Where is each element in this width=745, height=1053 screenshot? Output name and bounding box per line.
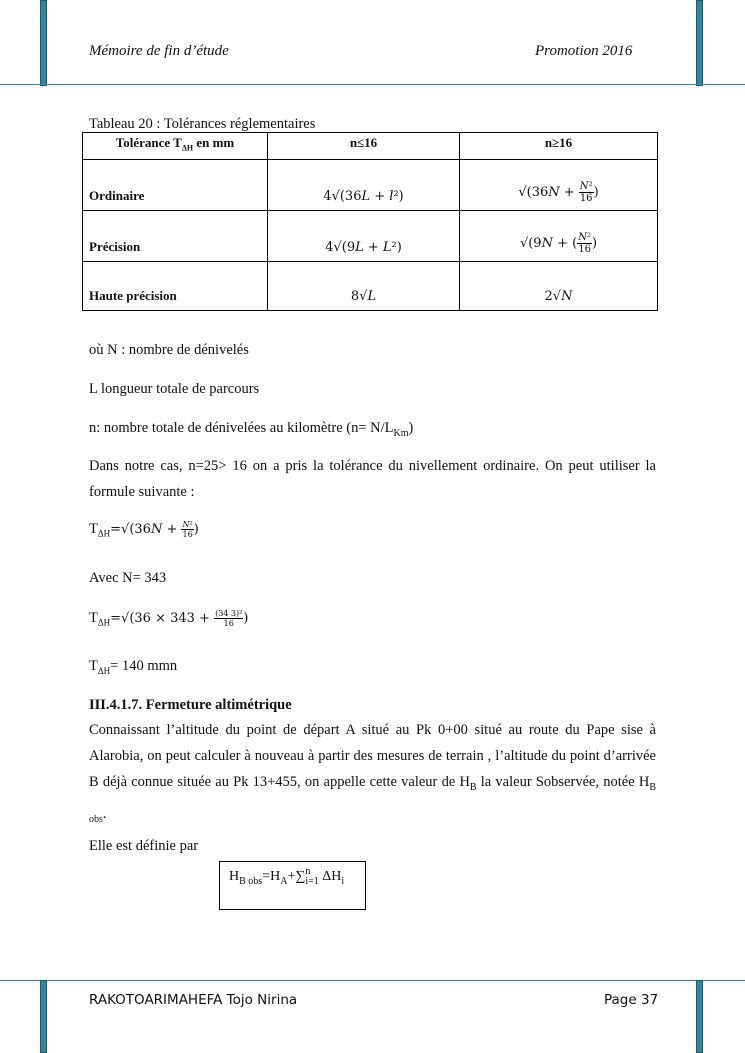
avec-n: Avec N= 343 [89,570,167,586]
tolerance-table [82,132,658,311]
footer-page-number: Page 37 [604,992,659,1008]
col-header-n-ge-16: n≥16 [460,133,658,160]
header-left-text: Mémoire de fin d’étude [89,43,229,59]
footer-bar-left [40,980,47,1053]
n-km-definition: n: nombre totale de dénivelées au kilomètre $(n= N/L_{Km})$ [89,420,414,439]
formula-cell: 4√(36𝐿 + 𝑙²) [268,160,460,211]
case-paragraph: Dans notre cas, n=25> 16 on a pris la tolérance du nivellement ordinaire. On peut utiliser la formule suivante : [89,458,656,500]
header-bar-left [40,0,47,86]
row-label: Haute précision [83,262,268,311]
col-header-n-le-16: n≤16 [268,133,460,160]
table-row [83,262,658,311]
boxed-formula: $H_{B obs}=H_A+\sum$ n i=1 $\Delta H_i$ [219,861,366,910]
footer-author: RAKOTOARIMAHEFA Tojo Nirina [89,992,298,1008]
footer-bar-right [696,980,703,1053]
table-header-row [83,133,658,160]
formula-numeric: $T_{\Delta H}=√(36 \times 343$ + $\frac{\text{(34 3)²}}{16}$ ) [89,609,249,628]
formula-general: $T_{\Delta H}=√(36𝑁$ + $\frac{\text{𝑁²}}{16}$ ) [89,520,199,539]
section-paragraph: Connaissant l’altitude du point de départ A situé au Pk 0+00 situé au route du Pape sise à Alarobia, on peut calculer à nouveau à partir des mesures de terrain , l’altitude du point d’arrivée B déjà connue située au Pk 13+455, on appelle cette valeur de $H_B$ la valeur Sobservée, notée $H_{B obs}$. [89,722,656,825]
formula-cell: √(36𝑁 + $\frac{\text{𝑁²}}{16}$ ) [460,160,658,211]
col-header-tolerance: Tolérance $T_{\Delta H}$ en mm [83,133,268,160]
row-label: Précision [83,211,268,262]
l-definition: L longueur totale de parcours [89,381,260,397]
header-bar-right [696,0,703,86]
table-caption: Tableau 20 : Tolérances réglementaires [89,116,316,132]
footer-rule [0,980,745,981]
row-label: Ordinaire [83,160,268,211]
table-row [83,160,658,211]
table-row [83,211,658,262]
header-rule [0,84,745,85]
formula-cell: √(9𝑁 + ( $\frac{\text{𝑁²}}{16}$ ) [460,211,658,262]
formula-cell: 8√𝐿 [268,262,460,311]
definition-intro: Elle est définie par [89,838,199,854]
section-title: III.4.1.7. Fermeture altimétrique [89,697,292,713]
formula-result: $T_{\Delta H}= 140$ mmn [89,658,178,676]
n-definition: où N : nombre de dénivelés [89,342,249,358]
formula-cell: 4√(9𝐿 + 𝐿²) [268,211,460,262]
formula-cell: 2√𝑁 [460,262,658,311]
header-right-text: Promotion 2016 [535,43,633,59]
